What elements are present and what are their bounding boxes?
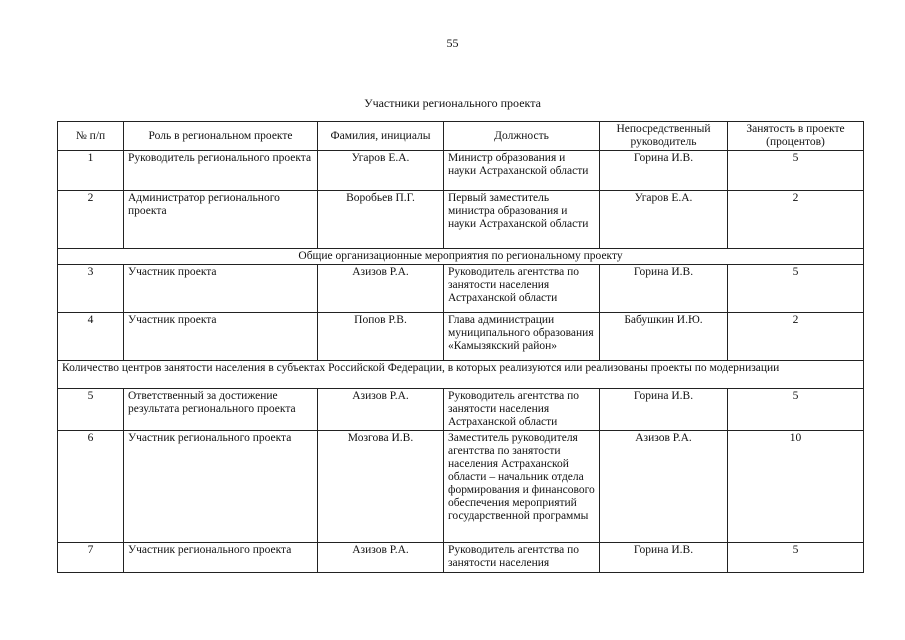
cell-load: 5	[728, 389, 864, 431]
cell-role: Участник регионального проекта	[124, 543, 318, 573]
cell-manager: Горина И.В.	[600, 265, 728, 313]
cell-name: Азизов Р.А.	[318, 389, 444, 431]
cell-load: 10	[728, 431, 864, 543]
cell-num: 2	[58, 191, 124, 249]
cell-num: 1	[58, 151, 124, 191]
cell-manager: Бабушкин И.Ю.	[600, 313, 728, 361]
cell-role: Участник регионального проекта	[124, 431, 318, 543]
section-title: Общие организационные мероприятия по региональному проекту	[58, 249, 864, 265]
table-row	[58, 313, 864, 361]
cell-load: 5	[728, 543, 864, 573]
header-role: Роль в региональном проекте	[124, 122, 318, 151]
cell-name: Воробьев П.Г.	[318, 191, 444, 249]
header-name: Фамилия, инициалы	[318, 122, 444, 151]
cell-manager: Угаров Е.А.	[600, 191, 728, 249]
cell-role: Администратор регионального проекта	[124, 191, 318, 249]
cell-num: 3	[58, 265, 124, 313]
cell-manager: Горина И.В.	[600, 389, 728, 431]
cell-load: 5	[728, 265, 864, 313]
document-title: Участники регионального проекта	[364, 96, 541, 110]
cell-role: Руководитель регионального проекта	[124, 151, 318, 191]
cell-load: 2	[728, 313, 864, 361]
cell-load: 2	[728, 191, 864, 249]
header-position: Должность	[444, 122, 600, 151]
cell-position: Руководитель агентства по занятости населения Астраханской области	[444, 389, 600, 431]
section-row	[58, 361, 864, 389]
header-load: Занятость в проекте (процентов)	[728, 122, 864, 151]
table-body	[58, 151, 864, 573]
table-row	[58, 151, 864, 191]
cell-role: Ответственный за достижение результата регионального проекта	[124, 389, 318, 431]
cell-load: 5	[728, 151, 864, 191]
table-row	[58, 431, 864, 543]
cell-role: Участник проекта	[124, 313, 318, 361]
cell-num: 4	[58, 313, 124, 361]
cell-num: 5	[58, 389, 124, 431]
cell-num: 6	[58, 431, 124, 543]
cell-position: Заместитель руководителя агентства по занятости населения Астраханской области – начальник отдела формирования и финансового обеспечения мероприятий государственной программы	[444, 431, 600, 543]
cell-name: Попов Р.В.	[318, 313, 444, 361]
table-row	[58, 389, 864, 431]
cell-manager: Горина И.В.	[600, 151, 728, 191]
cell-manager: Горина И.В.	[600, 543, 728, 573]
header-num: № п/п	[58, 122, 124, 151]
cell-name: Азизов Р.А.	[318, 265, 444, 313]
cell-num: 7	[58, 543, 124, 573]
table-row	[58, 543, 864, 573]
table-row	[58, 191, 864, 249]
cell-position: Руководитель агентства по занятости населения	[444, 543, 600, 573]
table-row	[58, 265, 864, 313]
cell-name: Азизов Р.А.	[318, 543, 444, 573]
cell-position: Руководитель агентства по занятости населения Астраханской области	[444, 265, 600, 313]
cell-name: Угаров Е.А.	[318, 151, 444, 191]
section-title: Количество центров занятости населения в субъектах Российской Федерации, в которых реализуются или реализованы проекты по модернизации	[58, 361, 864, 389]
cell-position: Министр образования и науки Астраханской области	[444, 151, 600, 191]
header-manager: Непосредственный руководитель	[600, 122, 728, 151]
cell-position: Первый заместитель министра образования и науки Астраханской области	[444, 191, 600, 249]
page-number: 55	[446, 36, 459, 50]
cell-manager: Азизов Р.А.	[600, 431, 728, 543]
section-row	[58, 249, 864, 265]
participants-table	[57, 121, 864, 573]
cell-role: Участник проекта	[124, 265, 318, 313]
table-header-row	[58, 122, 864, 151]
cell-name: Мозгова И.В.	[318, 431, 444, 543]
cell-position: Глава администрации муниципального образования «Камызякский район»	[444, 313, 600, 361]
